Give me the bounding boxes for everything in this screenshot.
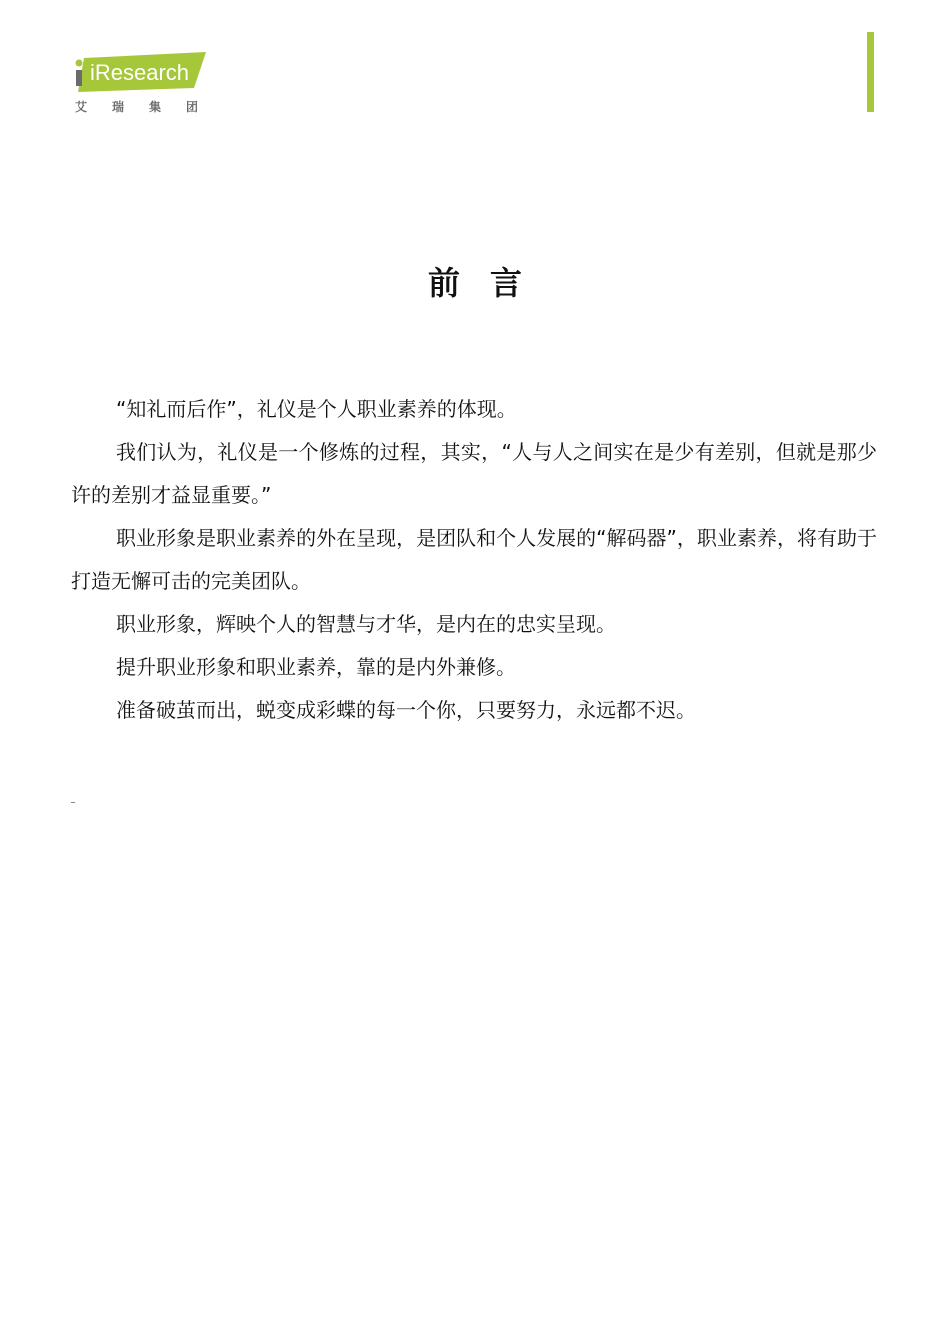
- preface-body: [71, 388, 877, 732]
- paragraph-4: 职业形象，辉映个人的智慧与才华，是内在的忠实呈现。: [116, 612, 616, 636]
- logo-brand-text: iResearch: [90, 60, 190, 85]
- logo-brand-cn: 艾瑞集团: [75, 100, 224, 114]
- paragraph-1: “知礼而后作”，礼仪是个人职业素养的体现。: [116, 397, 517, 421]
- paragraph-2: 我们认为，礼仪是一个修炼的过程，其实，“人与人之间实在是少有差别，但就是那少许的差别才益显重要。”: [71, 440, 877, 507]
- iresearch-logo: [74, 50, 224, 120]
- paragraph-5: 提升职业形象和职业素养，靠的是内外兼修。: [116, 655, 516, 679]
- header-accent-bar: [867, 32, 874, 112]
- page-title: 前言: [427, 264, 552, 302]
- paragraph-3: 职业形象是职业素养的外在呈现，是团队和个人发展的“解码器”，职业素养，将有助于打造无懈可击的完美团队。: [71, 526, 877, 593]
- paragraph-6: 准备破茧而出，蜕变成彩蝶的每一个你，只要努力，永远都不迟。: [116, 698, 696, 722]
- divider-mark: [71, 802, 75, 803]
